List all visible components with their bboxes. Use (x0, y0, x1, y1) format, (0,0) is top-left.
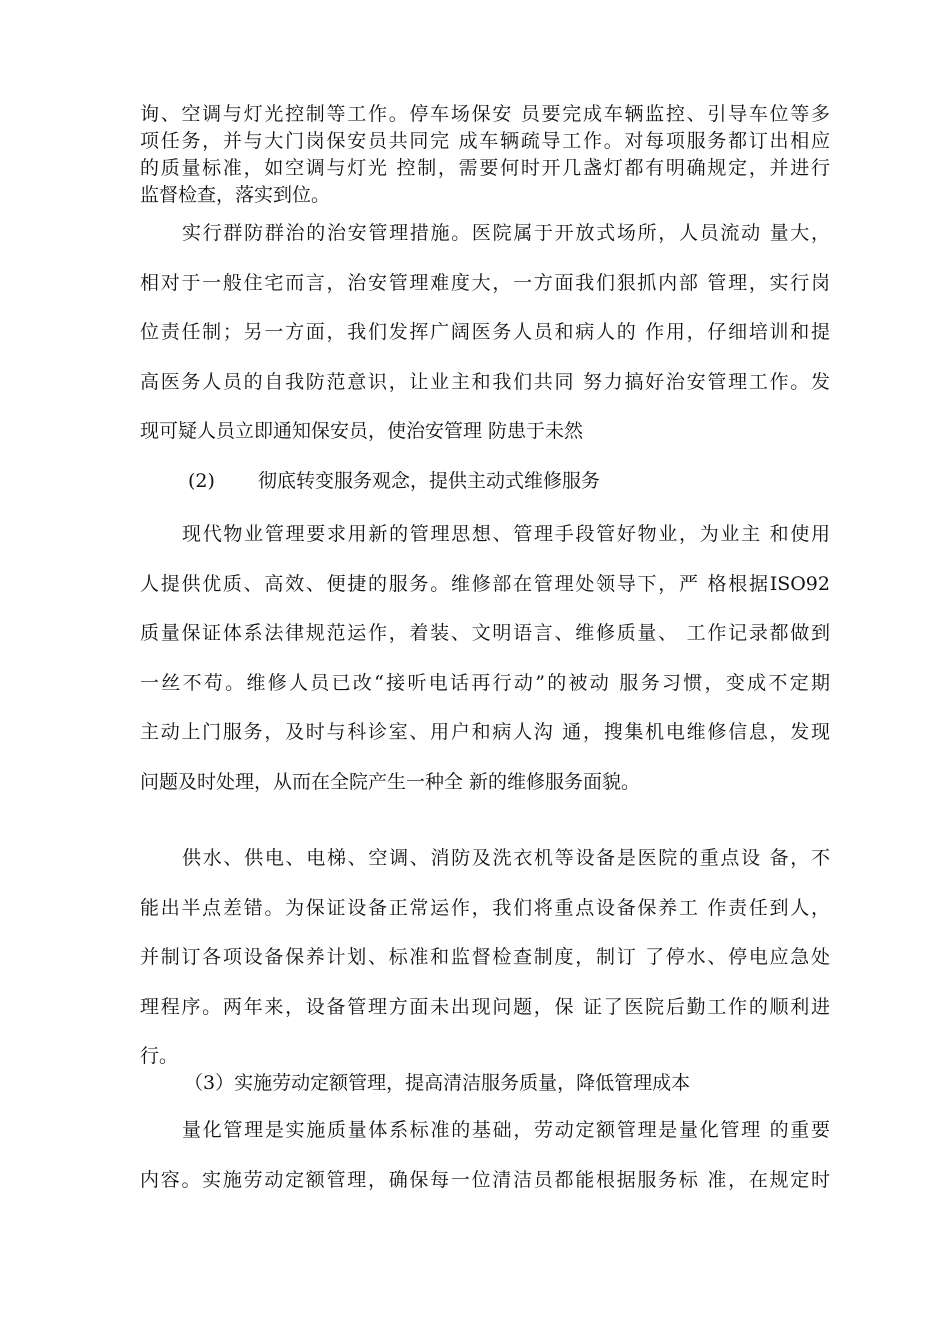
heading-number: (2) (188, 470, 215, 492)
text-line: 询、空调与灯光控制等工作。停车场保安 员要完成车辆监控、引导车位等多 (140, 103, 830, 125)
paragraph-security-measures (140, 209, 830, 457)
text-line: 位责任制；另一方面，我们发挥广阔医务人员和病人的 作用，仔细培训和提 (140, 321, 830, 343)
text-line: 理程序。两年来，设备管理方面未出现问题，保 证了医院后勤工作的顺利进 (140, 995, 830, 1018)
text-line: 人提供优质、高效、便捷的服务。维修部在管理处领导下，严 格根据ISO92 (140, 572, 830, 595)
paragraph-labor-quota (140, 1106, 830, 1205)
text-line: 质量保证体系法律规范运作，着装、文明语言、维修质量、 工作记录都做到 (140, 622, 830, 644)
text-line: 相对于一般住宅而言，治安管理难度大，一方面我们狠抓内部 管理，实行岗 (140, 271, 830, 294)
text-line: 供水、供电、电梯、空调、消防及洗衣机等设备是医院的重点设 备，不 (182, 847, 830, 869)
text-line: 并制订各项设备保养计划、标准和监督检查制度，制订 了停水、停电应急处 (140, 946, 830, 968)
text-line: 现可疑人员立即通知保安员，使治安管理 防患于未然 (140, 420, 584, 442)
heading-text: 彻底转变服务观念，提供主动式维修服务 (258, 470, 601, 492)
text-line: 高医务人员的自我防范意识，让业主和我们共同 努力搞好治安管理工作。发 (140, 370, 830, 393)
paragraph-service-standards (140, 101, 830, 209)
text-line: 行。 (140, 1045, 179, 1067)
text-line: 内容。实施劳动定额管理，确保每一位清洁员都能根据服务标 准，在规定时 (140, 1168, 830, 1191)
text-line: 量化管理是实施质量体系标准的基础，劳动定额管理是量化管理 的重要 (182, 1119, 830, 1141)
text-line: 一丝不苟。维修人员已改“接听电话再行动”的被动 服务习惯，变成不定期 (140, 671, 830, 694)
paragraph-key-equipment (140, 834, 830, 1082)
text-line: 能出半点差错。为保证设备正常运作，我们将重点设备保养工 作责任到人， (140, 896, 830, 919)
section-heading-3: （3）实施劳动定额管理，提高清洁服务质量，降低管理成本 (184, 1072, 691, 1094)
text-line: 实行群防群治的治安管理措施。医院属于开放式场所，人员流动 量大， (182, 222, 830, 244)
text-line: 的质量标准，如空调与灯光 控制，需要何时开几盏灯都有明确规定，并进行 (140, 157, 830, 179)
text-line: 现代物业管理要求用新的管理思想、管理手段管好物业，为业主 和使用 (182, 523, 830, 545)
paragraph-maintenance-service (140, 510, 830, 807)
text-line: 监督检查，落实到位。 (140, 184, 331, 206)
text-line: 问题及时处理，从而在全院产生一种全 新的维修服务面貌。 (140, 770, 641, 793)
text-line: 项任务，并与大门岗保安员共同完 成车辆疏导工作。对每项服务都订出相应 (140, 130, 830, 152)
section-heading-2 (0, 466, 950, 496)
text-line: 主动上门服务，及时与科诊室、用户和病人沟 通，搜集机电维修信息，发现 (140, 721, 830, 743)
